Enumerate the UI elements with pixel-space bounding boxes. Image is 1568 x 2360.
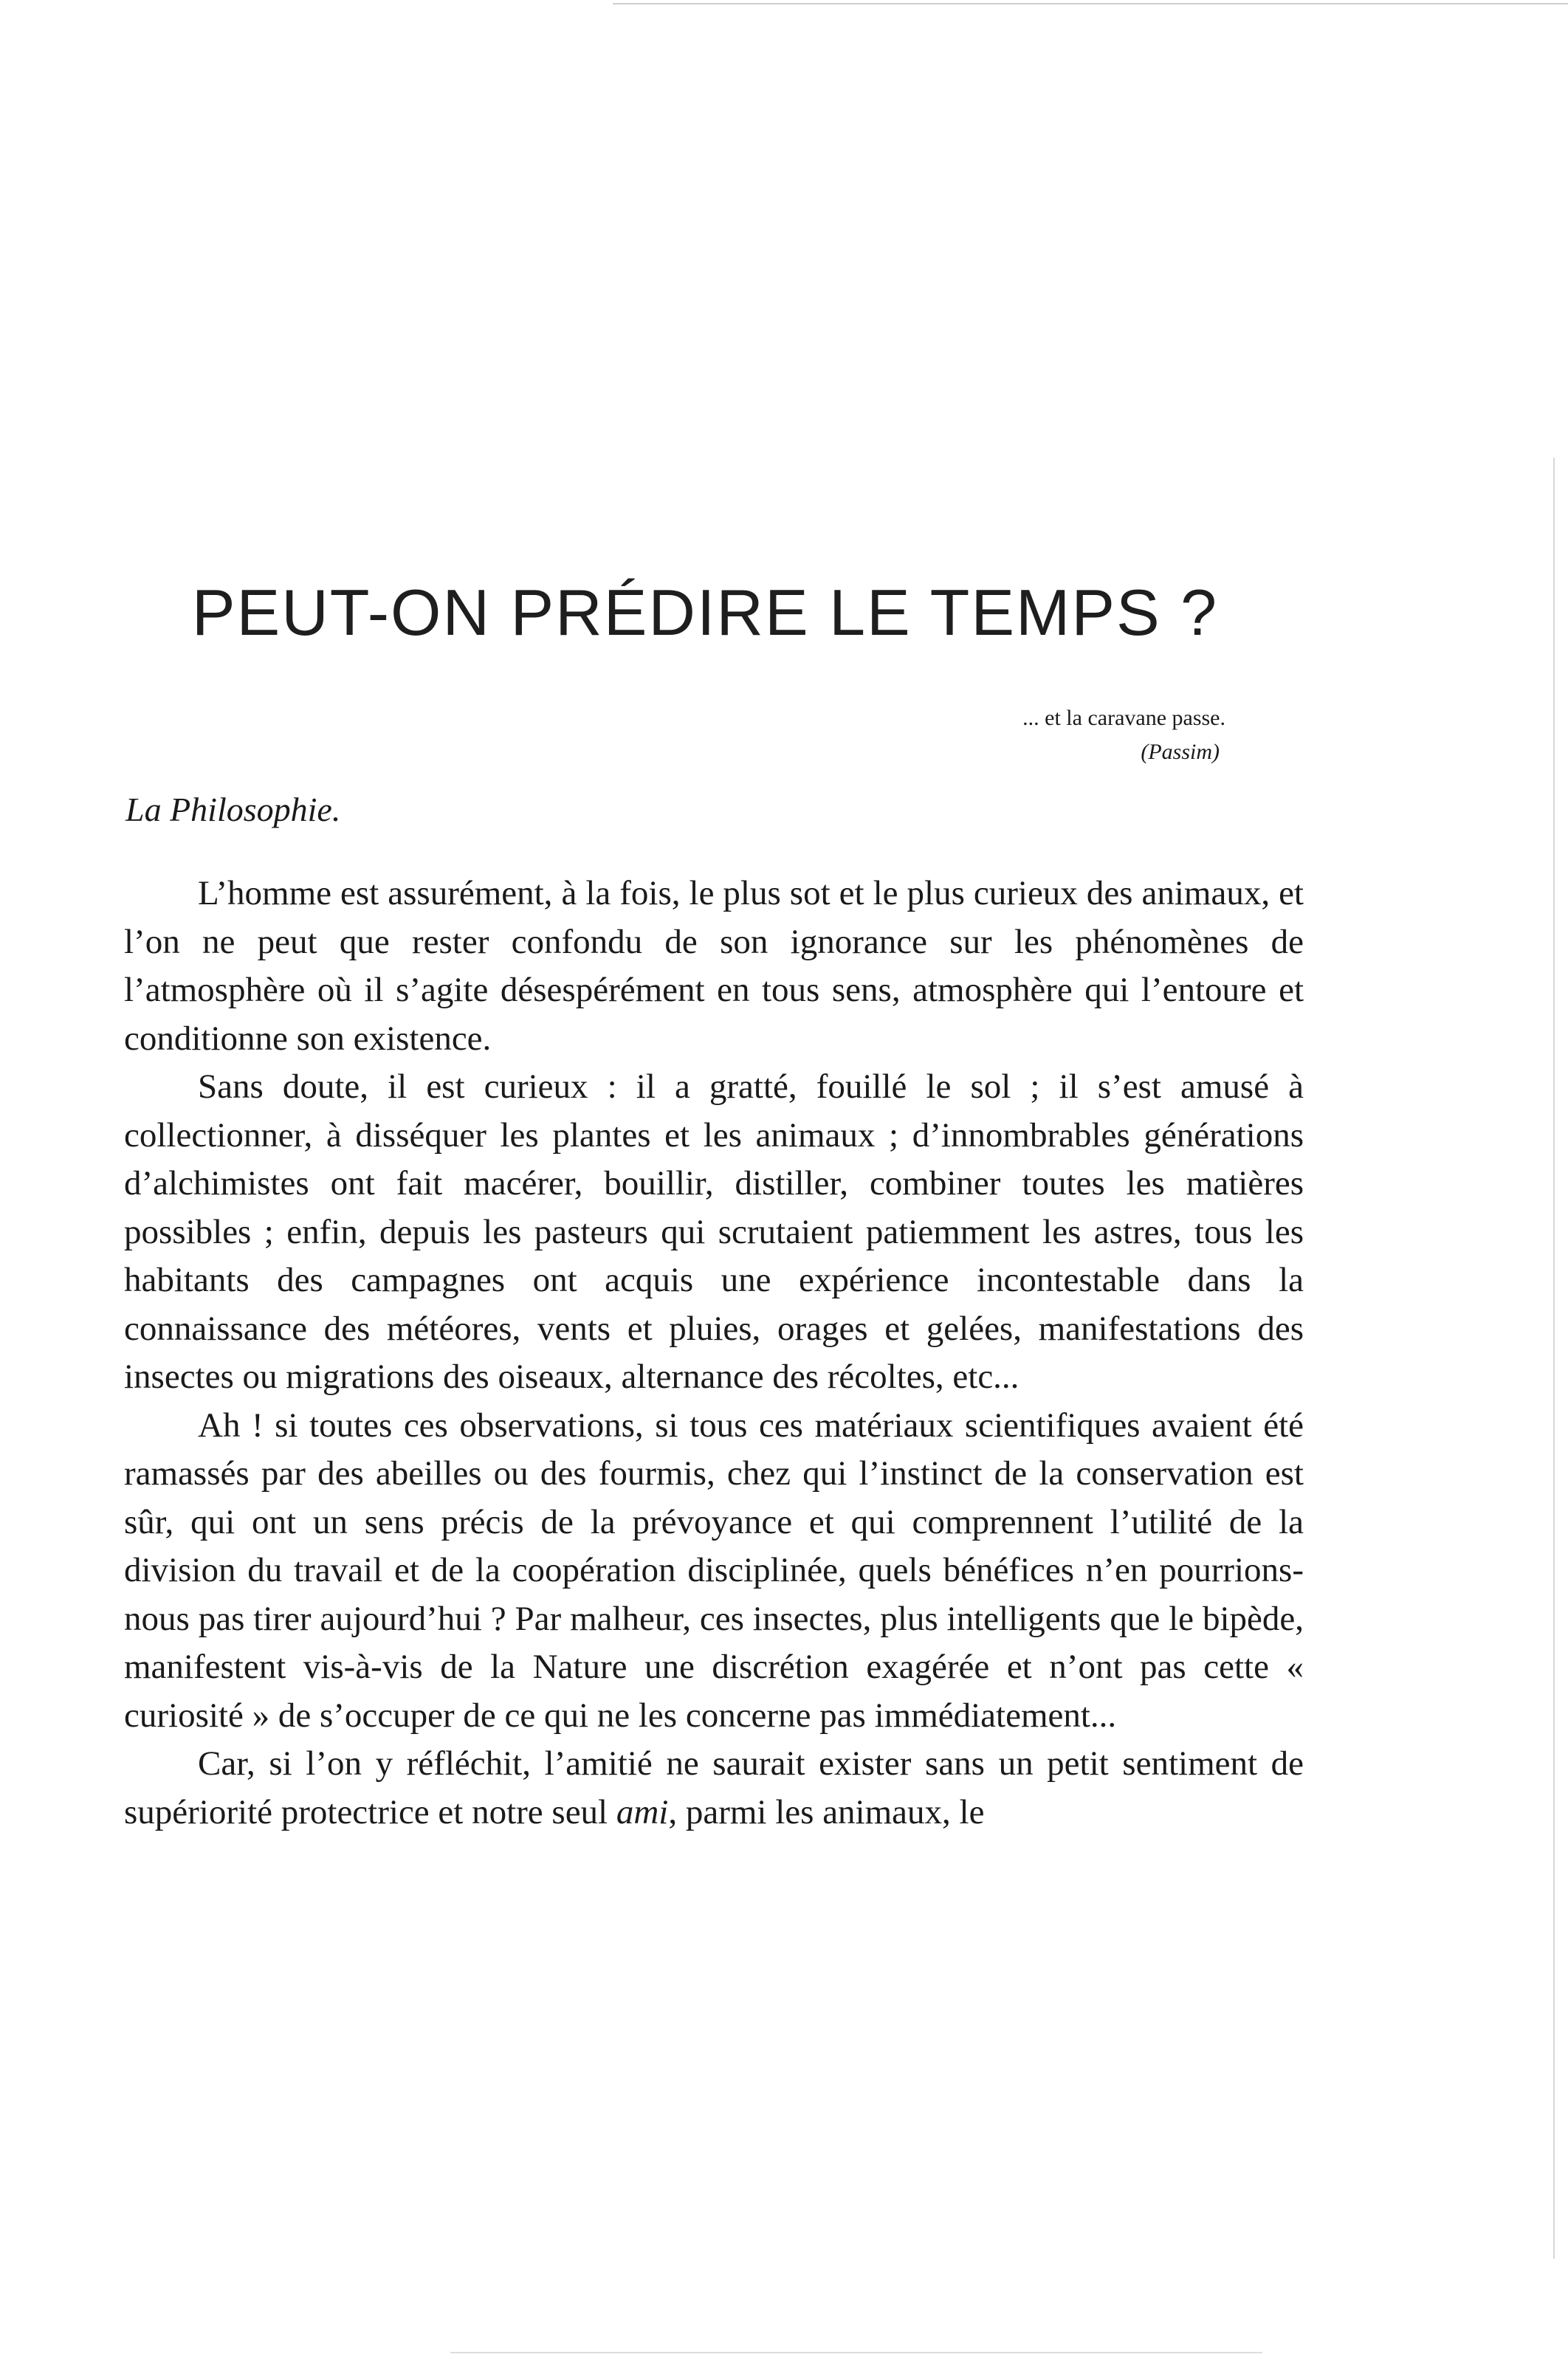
page-title: PEUT-ON PRÉDIRE LE TEMPS ?: [191, 575, 1219, 649]
scan-edge-line-right: [1553, 458, 1555, 2259]
paragraph-1: L’homme est assurément, à la fois, le plus sot et le plus curieux des animaux, et l’on ne peut que rester confondu de son ignorance sur les phénomènes de l’atmosphère où il s’agite désespérément en tous sens, atmosphère qui l’entoure et conditionne son existence.: [124, 874, 1304, 1058]
paragraph-4: [124, 1740, 1304, 1837]
paragraph-2: Sans doute, il est curieux : il a gratté, fouillé le sol ; il s’est amusé à collectionner, à disséquer les plantes et les animaux ; d’innombrables générations d’alchimistes ont fait macérer, bouillir, distiller, combiner toutes les matières possibles ; enfin, depuis les pasteurs qui scrutaient patiemment les astres, tous les habitants des campagnes ont acquis une expérience incontestable dans la connaissance des météores, vents et pluies, orages et gelées, manifestations des insectes ou migrations des oiseaux, alternance des récoltes, etc...: [124, 1067, 1304, 1396]
epigraph-source: (Passim): [1141, 740, 1220, 764]
emphasized-word: ami: [616, 1792, 669, 1831]
epigraph: [1022, 701, 1225, 769]
body-text: [124, 870, 1304, 1837]
paragraph-4-start: Car, si l’on y réfléchit, l’amitié ne saurait exister sans un petit sentiment de supériorité protectrice et notre seul: [124, 1744, 1304, 1831]
section-heading: La Philosophie.: [125, 791, 341, 828]
scan-edge-line-bottom: [450, 2352, 1262, 2353]
paragraph-4-end: , parmi les animaux, le: [668, 1792, 985, 1831]
epigraph-quote: ... et la caravane passe.: [1022, 706, 1225, 730]
paragraph-3: Ah ! si toutes ces observations, si tous ces matériaux scientifiques avaient été ramassés par des abeilles ou des fourmis, chez qui l’instinct de la conservation est sûr, qui ont un sens précis de la prévoyance et qui comprennent l’utilité de la division du travail et de la coopération disciplinée, quels bénéfices n’en pourrions-nous pas tirer aujourd’hui ? Par malheur, ces insectes, plus intelligents que le bipède, manifestent vis-à-vis de la Nature une discrétion exagérée et n’ont pas cette « curiosité » de s’occuper de ce qui ne les concerne pas immédiatement...: [124, 1406, 1304, 1735]
scan-edge-line-top: [613, 3, 1568, 4]
